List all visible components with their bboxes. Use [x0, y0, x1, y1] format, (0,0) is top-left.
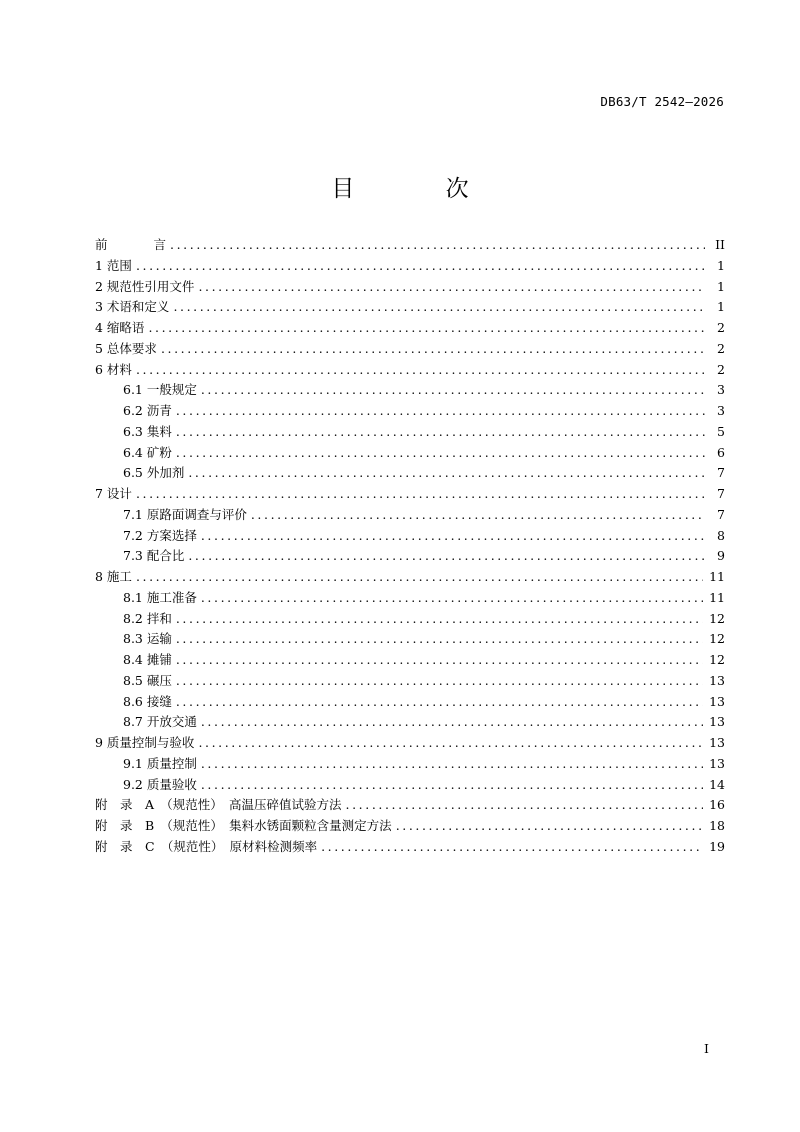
toc-entry-label: 6.2 沥青 — [123, 403, 172, 418]
toc-leader-dots — [201, 754, 703, 775]
toc-entry[interactable] — [95, 588, 725, 609]
toc-entry-page: 7 — [717, 465, 725, 481]
toc-entry[interactable] — [95, 339, 725, 360]
toc-entry[interactable] — [95, 505, 725, 526]
toc-entry[interactable] — [95, 650, 725, 671]
toc-entry-page: 19 — [709, 838, 725, 854]
toc-entry-label: 6.3 集料 — [123, 423, 172, 439]
toc-leader-dots — [201, 526, 705, 547]
toc-entry-page: 13 — [709, 693, 725, 709]
toc-entry[interactable] — [95, 422, 725, 443]
toc-entry-label: 2 规范性引用文件 — [95, 278, 195, 294]
toc-entry-page: 12 — [709, 610, 725, 626]
toc-entry-label: 6.1 一般规定 — [123, 382, 197, 398]
toc-entry-label: 3 术语和定义 — [95, 299, 170, 315]
toc-entry-page: 3 — [717, 382, 725, 398]
toc-entry[interactable] — [95, 318, 725, 339]
toc-entry-page: 11 — [709, 589, 725, 605]
toc-leader-dots — [201, 588, 703, 609]
toc-entry[interactable] — [95, 795, 725, 816]
toc-entry-label: 8 施工 — [95, 569, 132, 584]
toc-entry[interactable] — [95, 609, 725, 630]
toc-entry-label: 9 质量控制与验收 — [95, 735, 195, 750]
toc-entry-page: 9 — [717, 548, 725, 564]
toc-entry[interactable] — [95, 297, 725, 318]
toc-entry-label: 附 录 C （规范性） 原材料检测频率 — [95, 838, 318, 854]
toc-leader-dots — [136, 256, 705, 277]
toc-entry-label: 7 设计 — [95, 486, 132, 501]
toc-entry[interactable] — [95, 546, 725, 567]
toc-entry-label: 9.2 质量验收 — [123, 776, 197, 792]
toc-entry-page: II — [715, 237, 725, 252]
toc-entry-label: 6.5 外加剂 — [123, 465, 185, 481]
toc-leader-dots — [170, 235, 705, 256]
toc-entry-label: 7.3 配合比 — [123, 548, 185, 564]
toc-entry-label: 7.1 原路面调查与评价 — [123, 506, 247, 522]
toc-entry[interactable] — [95, 671, 725, 692]
toc-leader-dots — [136, 484, 705, 505]
toc-entry[interactable] — [95, 443, 725, 464]
toc-entry-label: 8.7 开放交通 — [123, 714, 197, 730]
toc-entry-page: 1 — [717, 257, 725, 273]
toc-entry[interactable] — [95, 733, 725, 754]
toc-entry-page: 18 — [709, 818, 725, 833]
toc-entry-page: 13 — [709, 672, 725, 688]
toc-entry[interactable] — [95, 401, 725, 422]
toc-entry[interactable] — [95, 277, 725, 298]
toc-entry-page: 8 — [717, 527, 725, 543]
toc-leader-dots — [176, 443, 705, 464]
toc-entry[interactable] — [95, 235, 725, 256]
toc-entry-page: 13 — [709, 735, 725, 750]
toc-entry[interactable] — [95, 526, 725, 547]
toc-leader-dots — [188, 463, 705, 484]
toc-entry-page: 5 — [717, 423, 725, 439]
toc-leader-dots — [251, 505, 705, 526]
toc-leader-dots — [176, 671, 703, 692]
toc-entry-page: 1 — [717, 278, 725, 294]
toc-entry-page: 7 — [717, 486, 725, 501]
toc-entry-label: 6 材料 — [95, 361, 132, 377]
toc-leader-dots — [201, 712, 703, 733]
toc-leader-dots — [136, 567, 703, 588]
toc-entry-page: 1 — [717, 299, 725, 315]
toc-entry[interactable] — [95, 463, 725, 484]
toc-entry-label: 8.1 施工准备 — [123, 589, 197, 605]
toc-entry-page: 2 — [717, 320, 725, 335]
toc-entry-label: 6.4 矿粉 — [123, 444, 172, 460]
toc-entry-label: 8.5 碾压 — [123, 672, 172, 688]
toc-leader-dots — [136, 360, 705, 381]
toc-leader-dots — [346, 795, 704, 816]
toc-entry-label: 附 录 A （规范性） 高温压碎值试验方法 — [95, 797, 342, 813]
toc-entry-label: 附 录 B （规范性） 集料水锈面颗粒含量测定方法 — [95, 818, 392, 833]
toc-entry[interactable] — [95, 360, 725, 381]
toc-entry-page: 6 — [717, 444, 725, 460]
toc-entry-label: 8.3 运输 — [123, 631, 172, 647]
toc-entry[interactable] — [95, 837, 725, 858]
toc-entry-label: 前 言 — [95, 237, 167, 252]
toc-leader-dots — [198, 733, 703, 754]
toc-entry-label: 7.2 方案选择 — [123, 527, 197, 543]
toc-entry[interactable] — [95, 712, 725, 733]
toc-leader-dots — [188, 546, 705, 567]
toc-entry-page: 12 — [709, 652, 725, 667]
toc-leader-dots — [201, 775, 703, 796]
toc-entry-label: 4 缩略语 — [95, 320, 145, 335]
toc-leader-dots — [176, 422, 705, 443]
toc-entry-page: 16 — [709, 797, 725, 813]
toc-entry[interactable] — [95, 567, 725, 588]
toc-entry[interactable] — [95, 775, 725, 796]
toc-leader-dots — [198, 277, 705, 298]
table-of-contents — [95, 235, 725, 858]
toc-entry[interactable] — [95, 256, 725, 277]
toc-entry-page: 13 — [709, 714, 725, 730]
toc-leader-dots — [176, 609, 703, 630]
toc-entry-label: 8.6 接缝 — [123, 693, 172, 709]
toc-entry-page: 12 — [709, 631, 725, 647]
toc-leader-dots — [321, 837, 703, 858]
toc-entry-page: 3 — [717, 403, 725, 418]
toc-entry-label: 8.4 摊铺 — [123, 652, 172, 667]
toc-leader-dots — [176, 629, 703, 650]
toc-entry-page: 11 — [709, 569, 725, 584]
toc-entry[interactable] — [95, 816, 725, 837]
toc-leader-dots — [176, 650, 703, 671]
toc-entry[interactable] — [95, 380, 725, 401]
toc-entry[interactable] — [95, 629, 725, 650]
toc-leader-dots — [176, 401, 705, 422]
toc-entry-page: 2 — [717, 340, 725, 356]
toc-entry-label: 9.1 质量控制 — [123, 755, 197, 771]
toc-entry-label: 1 范围 — [95, 257, 132, 273]
page-number: I — [704, 1041, 709, 1056]
toc-leader-dots — [396, 816, 703, 837]
toc-entry-page: 7 — [717, 506, 725, 522]
toc-entry-label: 8.2 拌和 — [123, 610, 172, 626]
toc-leader-dots — [173, 297, 705, 318]
toc-entry-page: 14 — [709, 776, 725, 792]
toc-entry[interactable] — [95, 754, 725, 775]
toc-leader-dots — [161, 339, 705, 360]
toc-leader-dots — [176, 692, 703, 713]
toc-entry-page: 2 — [717, 361, 725, 377]
toc-title: 目 次 — [331, 176, 511, 202]
toc-leader-dots — [201, 380, 705, 401]
toc-entry[interactable] — [95, 692, 725, 713]
toc-entry[interactable] — [95, 484, 725, 505]
toc-entry-page: 13 — [709, 755, 725, 771]
toc-leader-dots — [148, 318, 705, 339]
toc-entry-label: 5 总体要求 — [95, 340, 157, 356]
document-code: DB63/T 2542—2026 — [600, 94, 724, 109]
